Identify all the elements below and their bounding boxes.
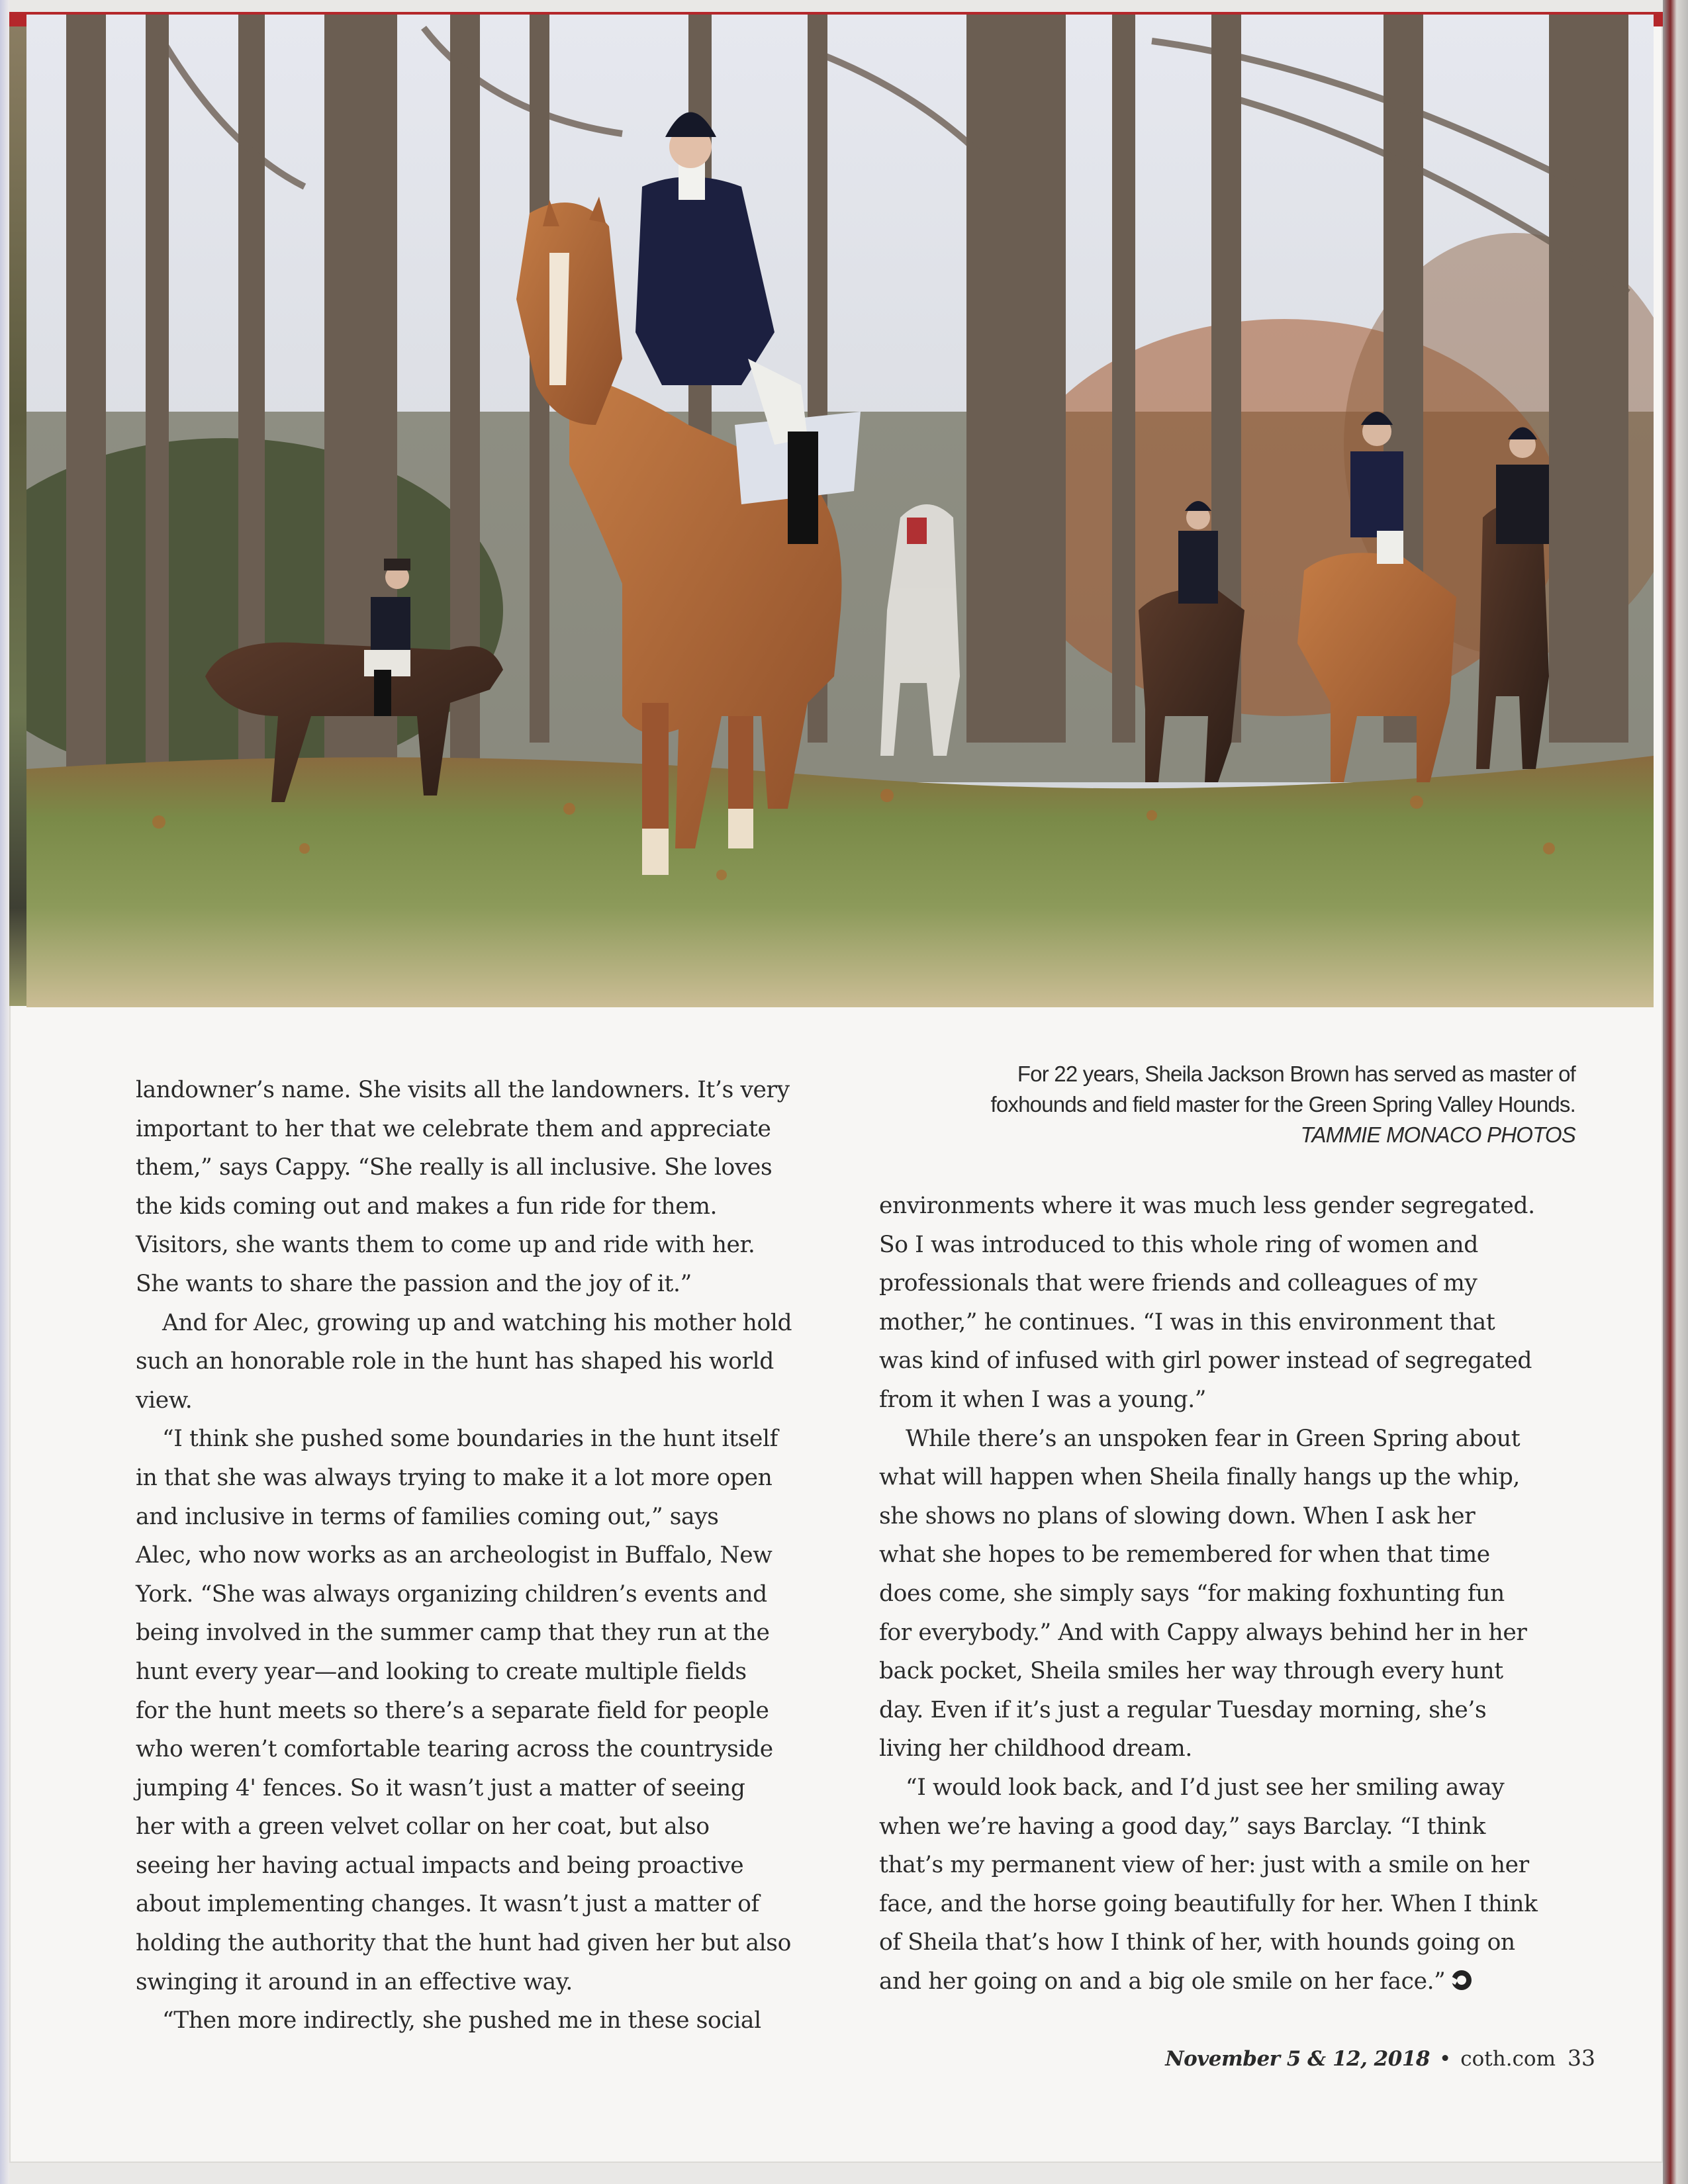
article-line: from it when I was a young.” [879,1386,1207,1413]
article-line: and her going on and a big ole smile on her face.” [879,1968,1446,1995]
article-paragraph [879,1187,1574,1420]
photo-caption [847,1059,1575,1150]
article-line: in that she was always trying to make it a lot more open [136,1464,773,1491]
article-paragraph [136,1420,831,2001]
article-line: who weren’t comfortable tearing across the countryside [136,1736,773,1763]
article-paragraph [136,1071,831,1304]
article-line: professionals that were friends and colleagues of my [879,1270,1477,1297]
article-line: what she hopes to be remembered for when that time [879,1541,1490,1569]
article-line: While there’s an unspoken fear in Green Spring about [906,1425,1521,1452]
article-line: of Sheila that’s how I think of her, with hounds going on [879,1929,1515,1956]
article-line: “Then more indirectly, she pushed me in these social [162,2007,761,2034]
article-column-left [136,1071,831,2040]
article-paragraph [879,1420,1574,1768]
article-line: “I think she pushed some boundaries in the hunt itself [162,1426,778,1453]
article-line: what will happen when Sheila finally hangs up the whip, [879,1464,1520,1491]
article-line: back pocket, Sheila smiles her way through every hunt [879,1658,1503,1685]
article-line: face, and the horse going beautifully for her. When I think [879,1890,1538,1917]
article-line: her with a green velvet collar on her coat, but also [136,1813,710,1841]
article-line: being involved in the summer camp that they run at the [136,1619,770,1647]
article-line: York. “She was always organizing children’s events and [136,1580,767,1608]
article-line: environments where it was much less gender segregated. [879,1193,1535,1219]
photo-bleed-edge [9,26,28,1006]
article-line: she shows no plans of slowing down. When I ask her [879,1502,1476,1529]
article-line: swinging it around in an effective way. [136,1968,573,1995]
article-paragraph [879,1768,1574,2001]
article-line: living her childhood dream. [879,1735,1192,1762]
article-paragraph [136,1304,831,1420]
article-column-right [879,1187,1574,2001]
photo-illustration [26,15,1654,1007]
article-line: important to her that we celebrate them and appreciate [136,1115,771,1142]
article-line: jumping 4' fences. So it wasn’t just a matter of seeing [136,1774,745,1801]
site-url: coth.com [1460,2047,1556,2071]
article-line: hunt every year—and looking to create multiple fields [136,1658,747,1685]
article-line: And for Alec, growing up and watching his mother hold [162,1309,792,1336]
photo-credit: TAMMIE MONACO PHOTOS [1300,1122,1575,1147]
article-line: Visitors, she wants them to come up and ride with her. [136,1232,755,1259]
article-line: the kids coming out and makes a fun ride for them. [136,1193,718,1220]
article-paragraph [136,2001,831,2040]
page-number: 33 [1568,2045,1595,2071]
caption-line-1: For 22 years, Sheila Jackson Brown has served as master of [1017,1062,1575,1086]
article-line: does come, she simply says “for making foxhunting fun [879,1580,1505,1607]
issue-date: November 5 & 12, 2018 [1165,2047,1430,2071]
article-line: them,” says Cappy. “She really is all inclusive. She loves [136,1154,773,1181]
article-line: Alec, who now works as an archeologist in Buffalo, New [136,1542,773,1569]
article-line: holding the authority that the hunt had given her but also [136,1930,791,1957]
article-line: day. Even if it’s just a regular Tuesday morning, she’s [879,1696,1487,1723]
adjacent-page-edge [1663,0,1688,2184]
article-line: for the hunt meets so there’s a separate field for people [136,1697,769,1724]
article-line: She wants to share the passion and the joy of it.” [136,1270,692,1297]
article-line: for everybody.” And with Cappy always behind her in her [879,1619,1527,1646]
article-line: and inclusive in terms of families coming out,” says [136,1503,719,1530]
article-line: So I was introduced to this whole ring of women and [879,1231,1478,1258]
hunt-field-photo [26,15,1654,1007]
article-line: when we’re having a good day,” says Barclay. “I think [879,1813,1485,1840]
article-line: that’s my permanent view of her: just with a smile on her [879,1852,1529,1879]
article-line: “I would look back, and I’d just see her smiling away [906,1774,1505,1801]
caption-line-2: foxhounds and field master for the Green Spring Valley Hounds. [990,1092,1575,1116]
article-line: seeing her having actual impacts and being proactive [136,1852,744,1879]
article-line: mother,” he continues. “I was in this environment that [879,1308,1495,1336]
article-line: was kind of infused with girl power instead of segregated [879,1347,1532,1375]
scan-left-edge [0,0,9,2184]
end-of-story-icon [1452,1970,1472,1990]
article-line: about implementing changes. It wasn’t just a matter of [136,1891,759,1918]
page-footer [1165,2045,1595,2071]
footer-separator: • [1438,2047,1452,2071]
article-line: such an honorable role in the hunt has shaped his world view. [136,1348,774,1414]
article-line: landowner’s name. She visits all the landowners. It’s very [136,1077,790,1103]
